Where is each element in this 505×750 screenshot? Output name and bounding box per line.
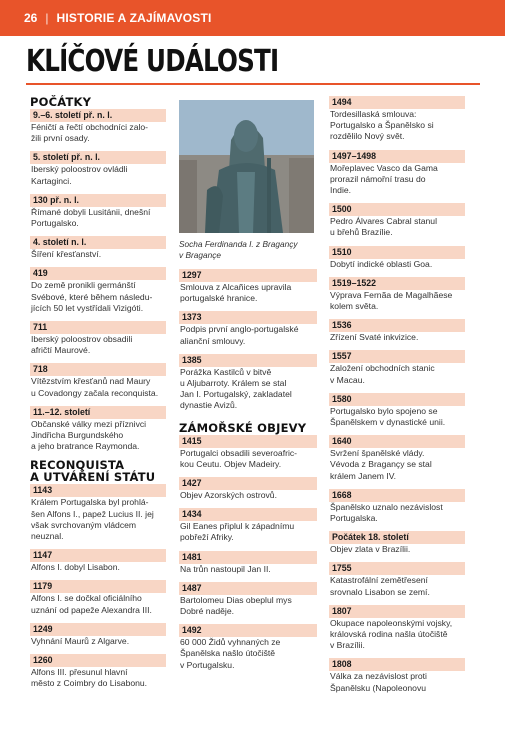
entry-text-line: Občanské války mezi příznivci: [31, 418, 147, 429]
entry-text-line: Španělsku (Napoleonovu: [330, 682, 427, 693]
entry-text-line: Vyhnání Maurů z Algarve.: [31, 635, 130, 646]
heading-reconquista-line1: RECONQUISTA: [30, 458, 125, 473]
entry-text: [30, 249, 166, 260]
entry-text-line: Mořeplavec Vasco da Gama: [330, 162, 438, 173]
entry-text-line: Alfons I. se dočkal oficiálního: [31, 593, 142, 604]
entry-text: [179, 595, 317, 617]
entry-date: 1668: [329, 489, 465, 502]
entry-text-line: u Aljubarroty. Králem se stal: [180, 378, 287, 389]
entry-text: [30, 122, 166, 144]
entry-text-line: Svržení španělské vlády.: [330, 448, 425, 459]
entry-date: 1249: [30, 623, 166, 636]
timeline-entry: [329, 246, 465, 270]
entry-text-line: Féničtí a řečtí obchodníci zalo-: [31, 122, 149, 132]
entry-text-line: Objev zlata v Brazílii.: [330, 544, 411, 555]
entry-date: 1536: [329, 319, 465, 332]
heading-pocatky: POČÁTKY: [30, 95, 92, 109]
timeline-entry: [179, 269, 317, 304]
photo-caption: [179, 239, 317, 261]
entry-text: [329, 618, 465, 652]
entry-text-line: pobřeží Afriky.: [180, 532, 234, 543]
timeline-entry: [30, 151, 166, 186]
entry-date: 1808: [329, 658, 465, 671]
entry-text: [179, 521, 317, 543]
entry-text: [179, 564, 317, 575]
entry-text-line: portugalské hranice.: [180, 293, 258, 304]
timeline-entry: [329, 435, 465, 482]
entry-date: 1415: [179, 435, 317, 448]
entry-text: [329, 363, 465, 385]
timeline-entry: [329, 393, 465, 428]
timeline-entry: [30, 623, 166, 647]
entry-text-line: Výprava Fernãa de Magalhãese: [330, 289, 453, 300]
entry-text-line: Alfons III. přesunul hlavní: [31, 667, 128, 678]
entry-text-line: Okupace napoleonskými vojsky,: [330, 617, 453, 628]
entry-text-line: Portugalsko bylo spojeno se: [330, 405, 438, 416]
timeline-entry: [30, 363, 166, 398]
entry-text: [329, 290, 465, 312]
entry-text: [329, 544, 465, 555]
timeline-entry: [179, 435, 317, 470]
entry-date: 130 př. n. l.: [30, 194, 166, 207]
entry-text-line: Portugalci obsadili severoafric-: [180, 447, 298, 458]
entry-text-line: a jeho bratrance Raymonda.: [31, 441, 140, 452]
entry-text-line: Portugalsko a Španělsko si: [330, 120, 434, 131]
entry-date: 4. století n. l.: [30, 236, 166, 249]
entry-text-line: Smlouva z Alcañices upravila: [180, 282, 292, 292]
entry-text-line: Indie.: [330, 185, 352, 196]
entry-text-line: Španělsko uznalo nezávislost: [330, 501, 443, 512]
entry-text-line: Vítězstvím křesťanů nad Maury: [31, 376, 151, 387]
entry-date: 1580: [329, 393, 465, 406]
timeline-reconquista: [30, 484, 166, 689]
entry-text-line: kolem světa.: [330, 301, 379, 312]
timeline-entry: [30, 109, 166, 144]
entry-date: 1487: [179, 582, 317, 595]
entry-text: [30, 636, 166, 647]
entry-text-line: město z Coimbry do Lisabonu.: [31, 678, 148, 689]
header-separator: |: [45, 11, 49, 25]
entry-text-line: kou Ceutu. Objev Madeiry.: [180, 458, 282, 469]
entry-date: 1519–1522: [329, 277, 465, 290]
entry-text-line: u břehů Brazílie.: [330, 227, 393, 238]
timeline-entry: [179, 508, 317, 543]
timeline-entry: [30, 406, 166, 453]
entry-text: [30, 593, 166, 615]
entry-text-line: u Covadongy začala reconquista.: [31, 387, 159, 398]
timeline-entry: [179, 582, 317, 617]
entry-date: 11.–12. století: [30, 406, 166, 419]
entry-date: 1385: [179, 354, 317, 367]
entry-text-line: Tordesillaská smlouva:: [330, 109, 417, 119]
entry-text: [30, 497, 166, 542]
entry-text: [179, 448, 317, 470]
page-number: 26: [24, 11, 38, 25]
timeline-entry: [179, 311, 317, 346]
entry-text-line: v Portugalsku.: [180, 659, 235, 670]
entry-date: 1500: [329, 203, 465, 216]
timeline-entry: [30, 654, 166, 689]
entry-text-line: alianční smlouvy.: [180, 335, 246, 346]
timeline-entry: [329, 531, 465, 555]
entry-date: 1427: [179, 477, 317, 490]
entry-text: [179, 637, 317, 671]
entry-text-line: prorazil námořní trasu do: [330, 173, 426, 184]
statue-photo: [179, 100, 314, 233]
photo-caption-line1: Socha Ferdinanda I. z Bragançy: [179, 239, 298, 249]
entry-text-line: Dobytí indické oblasti Goa.: [330, 258, 433, 269]
entry-date: Počátek 18. století: [329, 531, 465, 544]
entry-text: [179, 282, 317, 304]
timeline-entry: [179, 624, 317, 671]
entry-date: 1260: [30, 654, 166, 667]
entry-text: [329, 575, 465, 597]
entry-text-line: jících 50 let vystřídali Vizigóti.: [31, 302, 144, 313]
entry-text-line: však svrchovaným vládcem: [31, 519, 137, 530]
timeline-entry: [329, 203, 465, 238]
entry-text-line: Dobré naděje.: [180, 606, 234, 617]
entry-date: 1807: [329, 605, 465, 618]
entry-text: [329, 406, 465, 428]
column-3: [329, 96, 465, 701]
entry-text-line: Alfons I. dobyl Lisabon.: [31, 562, 120, 573]
entry-text: [30, 667, 166, 689]
photo-caption-line2: v Bragançe: [179, 250, 221, 260]
timeline-col3: [329, 96, 465, 694]
entry-text-line: rozdělilo Nový svět.: [330, 131, 405, 142]
entry-text-line: Objev Azorských ostrovů.: [180, 490, 277, 501]
entry-text-line: Jindřicha Burgundského: [31, 430, 124, 441]
entry-text-line: Římané dobyli Lusitánii, dnešní: [31, 206, 151, 217]
entry-text: [30, 419, 166, 453]
entry-text-line: Do země pronikli germánští: [31, 280, 136, 291]
entry-text: [30, 334, 166, 356]
entry-text-line: Katastrofální zemětřesení: [330, 575, 428, 586]
timeline-entry: [329, 489, 465, 524]
heading-reconquista: [30, 459, 166, 483]
entry-text: [30, 207, 166, 229]
entry-text-line: Pedro Álvares Cabral stanul: [330, 216, 437, 227]
entry-text-line: srovnalo Lisabon se zemí.: [330, 586, 430, 597]
entry-date: 1297: [179, 269, 317, 282]
timeline-zamorske: [179, 435, 317, 671]
entry-date: 1147: [30, 549, 166, 562]
timeline-entry: [179, 477, 317, 501]
entry-text: [30, 376, 166, 398]
entry-text-line: Porážka Kastilců v bitvě: [180, 366, 272, 377]
timeline-entry: [30, 484, 166, 542]
entry-date: 1497–1498: [329, 150, 465, 163]
entry-text: [179, 324, 317, 346]
entry-text-line: královská rodina našla útočiště: [330, 629, 448, 640]
timeline-entry: [30, 236, 166, 260]
entry-text-line: Portugalska.: [330, 513, 378, 524]
entry-text-line: Iberský poloostrov obsadili: [31, 334, 133, 345]
timeline-entry: [329, 96, 465, 143]
timeline-entry: [329, 319, 465, 343]
entry-text-line: Válka za nezávislost proti: [330, 671, 427, 682]
entry-text: [329, 163, 465, 197]
entry-text-line: králem Janem IV.: [330, 470, 397, 481]
entry-text-line: Španělskem v dynastické unii.: [330, 417, 446, 428]
timeline-entry: [329, 605, 465, 652]
page-title: KLÍČOVÉ UDÁLOSTI: [26, 44, 279, 79]
entry-text: [329, 332, 465, 343]
entry-text-line: Na trůn nastoupil Jan II.: [180, 563, 271, 574]
entry-date: 1755: [329, 562, 465, 575]
entry-text-line: Založení obchodních stanic: [330, 363, 435, 374]
timeline-entry: [329, 562, 465, 597]
entry-text-line: dynastie Avizů.: [180, 400, 238, 411]
timeline-entry: [30, 194, 166, 229]
entry-text: [30, 164, 166, 186]
entry-text-line: Kartaginci.: [31, 175, 72, 186]
timeline-entry: [30, 321, 166, 356]
heading-reconquista-line2: A UTVÁŘENÍ STÁTU: [30, 470, 156, 485]
entry-date: 1492: [179, 624, 317, 637]
entry-date: 1557: [329, 350, 465, 363]
statue-image: [179, 100, 314, 233]
timeline-entry: [179, 551, 317, 575]
timeline-entry: [329, 150, 465, 197]
entry-text-line: v Macau.: [330, 374, 365, 385]
entry-date: 1494: [329, 96, 465, 109]
column-2: [179, 100, 317, 678]
entry-text-line: Španělska našlo útočiště: [180, 648, 276, 659]
entry-text: [179, 490, 317, 501]
entry-text-line: Zřízení Svaté inkvizice.: [330, 332, 419, 343]
entry-text-line: v Brazílii.: [330, 640, 365, 651]
entry-date: 1434: [179, 508, 317, 521]
entry-text: [329, 109, 465, 143]
entry-text-line: Králem Portugalska byl prohlá-: [31, 497, 149, 508]
entry-text-line: šen Alfons I., papež Lucius II. jej: [31, 508, 154, 519]
timeline-entry: [30, 580, 166, 615]
entry-text: [179, 367, 317, 412]
title-rule: [26, 83, 480, 85]
timeline-entry: [30, 267, 166, 314]
entry-date: 419: [30, 267, 166, 280]
entry-date: 1373: [179, 311, 317, 324]
entry-text-line: Bartolomeu Dias obeplul mys: [180, 594, 292, 605]
entry-text-line: uznání od papeže Alexandra III.: [31, 604, 152, 615]
entry-text-line: neuznal.: [31, 531, 64, 542]
section-label: HISTORIE A ZAJÍMAVOSTI: [56, 11, 212, 25]
entry-date: 1179: [30, 580, 166, 593]
entry-date: 1143: [30, 484, 166, 497]
timeline-col2: [179, 269, 317, 412]
timeline-entry: [30, 549, 166, 573]
entry-text-line: žili první osady.: [31, 133, 90, 144]
entry-text-line: Svébové, které během následu-: [31, 291, 153, 302]
timeline-entry: [179, 354, 317, 412]
entry-date: 1481: [179, 551, 317, 564]
entry-text-line: Jan I. Portugalský, zakladatel: [180, 389, 292, 400]
heading-zamorske: ZÁMOŘSKÉ OBJEVY: [179, 420, 307, 435]
entry-text-line: 60 000 Židů vyhnaných ze: [180, 637, 281, 648]
timeline-entry: [329, 277, 465, 312]
entry-date: 718: [30, 363, 166, 376]
entry-text-line: afričtí Maurové.: [31, 345, 91, 356]
entry-text-line: Iberský poloostrov ovládli: [31, 164, 128, 175]
entry-text-line: Vévoda z Bragançy se stal: [330, 459, 432, 470]
entry-date: 711: [30, 321, 166, 334]
timeline-entry: [329, 350, 465, 385]
entry-text: [329, 448, 465, 482]
timeline-pocatky: [30, 109, 166, 452]
timeline-entry: [329, 658, 465, 693]
header-band: [0, 0, 505, 36]
entry-date: 5. století př. n. l.: [30, 151, 166, 164]
column-1: [30, 96, 166, 696]
entry-date: 1640: [329, 435, 465, 448]
entry-text-line: Portugalsko.: [31, 218, 79, 229]
entry-text: [30, 562, 166, 573]
entry-text: [329, 671, 465, 693]
entry-date: 1510: [329, 246, 465, 259]
entry-text-line: Podpis první anglo-portugalské: [180, 324, 299, 335]
entry-date: 9.–6. století př. n. l.: [30, 109, 166, 122]
entry-text: [329, 216, 465, 238]
entry-text: [329, 502, 465, 524]
entry-text: [329, 259, 465, 270]
entry-text: [30, 280, 166, 314]
entry-text-line: Gil Eanes připlul k západnímu: [180, 521, 295, 532]
entry-text-line: Šíření křesťanství.: [31, 249, 102, 260]
